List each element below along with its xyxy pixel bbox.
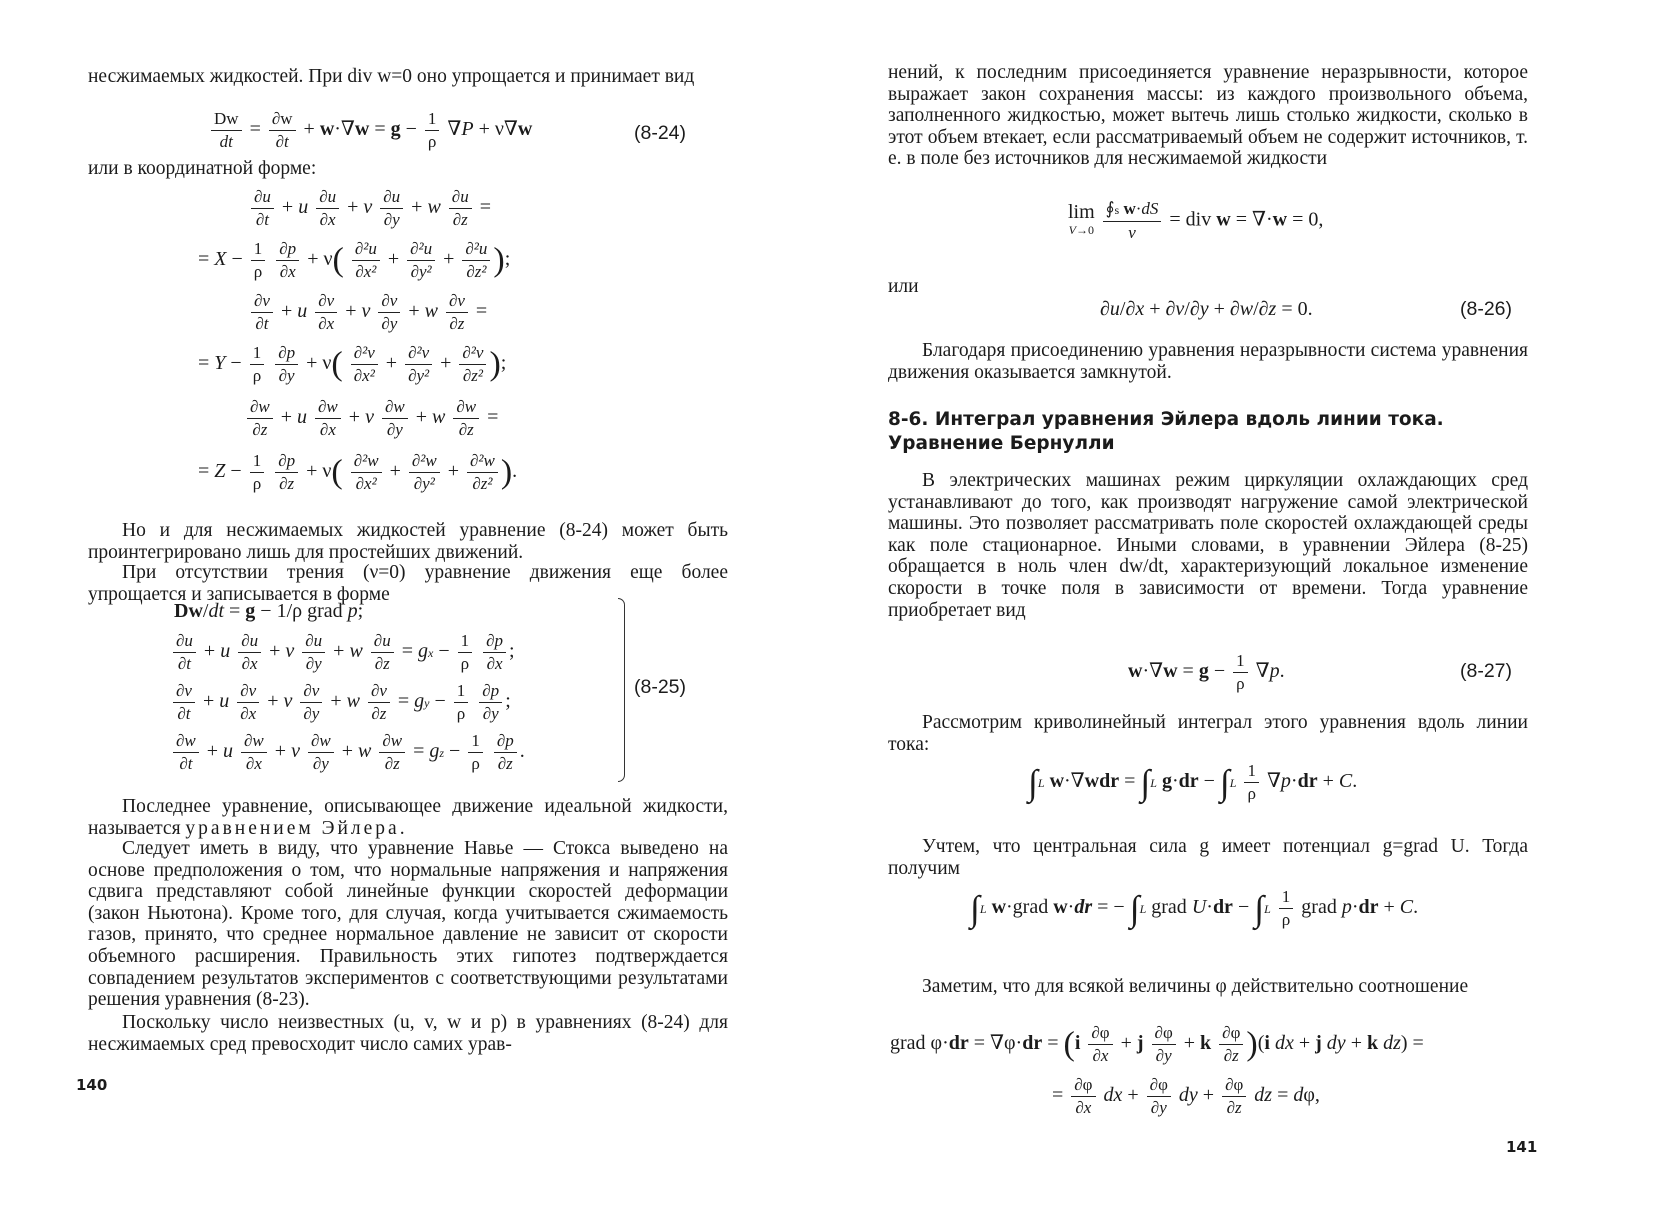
left-paragraph-1: несжимаемых жидкостей. При div w=0 оно упрощается и принимает вид bbox=[88, 66, 695, 87]
right-paragraph-or: или bbox=[888, 276, 919, 297]
right-paragraph-6: Заметим, что для всякой величины φ действительно соотношение bbox=[922, 976, 1469, 997]
equation-8-25-row3: $\frac{\partial w}{\partial t}$ + u $\frac{\partial w}{\partial x}$ + v $\frac{\partial w}{\partial y}$ + w $\frac{\partial w}{\partial z}$ = gz − $\frac{1}{\rho}$ $\frac{\partial p}{\partial z}$ . bbox=[170, 732, 525, 773]
equation-8-25-row1: $\frac{\partial u}{\partial t}$ + u $\frac{\partial u}{\partial x}$ + v $\frac{\partial u}{\partial y}$ + w $\frac{\partial u}{\partial z}$ = gx − $\frac{1}{\rho}$ $\frac{\partial p}{\partial x}$ ; bbox=[170, 632, 515, 673]
equation-number-8-26: (8-26) bbox=[1460, 298, 1513, 320]
right-paragraph-5: Учтем, что центральная сила g имеет потенциал g=grad U. Тогда получим bbox=[888, 836, 1528, 879]
equation-v-row2: = Y − $\frac{1}{\rho}$ $\frac{\partial p}{\partial y}$ + ν( $\frac{\text{∂²v}}{\text{∂x²}}$ + $\frac{\text{∂²v}}{\text{∂y²}}$ + $\frac{\text{∂²v}}{\text{∂z²}}$ ); bbox=[198, 343, 507, 385]
equation-v-row1: $\frac{\partial v}{\partial t}$ + u $\frac{\partial v}{\partial x}$ + v $\frac{\partial v}{\partial y}$ + w $\frac{\partial v}{\partial z}$ = bbox=[248, 292, 487, 333]
equation-gradient-row2: = $\frac{\partial\varphi}{\partial x}$ dx + $\frac{\partial\varphi}{\partial y}$ dy + $\frac{\partial\varphi}{\partial z}$ dz = dφ, bbox=[1052, 1075, 1320, 1117]
equation-number-8-27: (8-27) bbox=[1460, 660, 1513, 682]
right-page bbox=[888, 0, 1538, 1220]
equation-gradient-row1: grad φ·dr = ∇φ·dr = (i $\frac{\partial\varphi}{\partial x}$ + j $\frac{\partial\varphi}{\partial y}$ + k $\frac{\partial\varphi}{\partial z}$ )(i dx + j dy + k dz) = bbox=[890, 1023, 1424, 1065]
section-title-line-1: 8-6. Интеграл уравнения Эйлера вдоль линии тока. bbox=[888, 409, 1444, 430]
left-paragraph-2: Но и для несжимаемых жидкостей уравнение (8-24) может быть проинтегрировано лишь для простейших движений. bbox=[88, 520, 728, 563]
euler-equation-term: уравнением Эйлера bbox=[185, 817, 400, 839]
equation-brace bbox=[618, 598, 625, 782]
left-paragraph-coord: или в координатной форме: bbox=[88, 158, 317, 179]
equation-continuity-limit: lim V→0 $\frac{\text{∮s w·dS}}{v}$ = div w = ∇·w = 0, bbox=[1068, 199, 1324, 242]
equation-8-25-row2: $\frac{\partial v}{\partial t}$ + u $\frac{\partial v}{\partial x}$ + v $\frac{\partial v}{\partial y}$ + w $\frac{\partial v}{\partial z}$ = gy − $\frac{1}{\rho}$ $\frac{\partial p}{\partial y}$ ; bbox=[170, 682, 511, 723]
section-title-line-2: Уравнение Бернулли bbox=[888, 433, 1115, 454]
equation-w-row2: = Z − $\frac{1}{\rho}$ $\frac{\partial p}{\partial z}$ + ν( $\frac{\text{∂²w}}{\text{∂x²}}$ + $\frac{\text{∂²w}}{\text{∂y²}}$ + $\frac{\text{∂²w}}{\text{∂z²}}$ ). bbox=[198, 451, 518, 493]
equation-line-integral-2: ∫L w·grad w·dr = − ∫L grad U·dr − ∫L $\frac{1}{\rho}$ grad p·dr + C. bbox=[970, 887, 1419, 929]
equation-8-25-row0: Dw/dt = g − 1/ρ grad p; bbox=[174, 600, 364, 622]
left-page-number: 140 bbox=[76, 1076, 108, 1094]
right-paragraph-4: Рассмотрим криволинейный интеграл этого уравнения вдоль линии тока: bbox=[888, 712, 1528, 755]
left-paragraph-5: Следует иметь в виду, что уравнение Навье — Стокса выведено на основе предположения о том, что нормальные напряжения и напряжения сдвига представляют собой линейные функции скоростей деформации (закон Ньютона). Кроме того, для случая, когда учитывается сжимаемость газов, принято, что среднее нормальное давление не зависит от скорости объемного расширения. Правильность этих гипотез подтверждается совпадением результатов экспериментов с соответствующими результатами решения уравнения (8-23). bbox=[88, 838, 728, 1011]
equation-8-26: ∂u/∂x + ∂v/∂y + ∂w/∂z = 0. bbox=[1100, 298, 1313, 320]
equation-number-8-25: (8-25) bbox=[634, 676, 687, 698]
equation-8-24: $\frac{Dw}{dt}$ = $\frac{\partial w}{\partial t}$ + w·∇w = g − $\frac{1}{\rho}$ ∇P + ν∇w bbox=[208, 110, 532, 151]
right-paragraph-2: Благодаря присоединению уравнения неразрывности система уравнения движения оказывается замкнутой. bbox=[888, 340, 1528, 383]
equation-u-row2: = X − $\frac{1}{\rho}$ $\frac{\partial p}{\partial x}$ + ν( $\frac{\text{∂²u}}{\text{∂x²}}$ + $\frac{\text{∂²u}}{\text{∂y²}}$ + $\frac{\text{∂²u}}{\text{∂z²}}$ ); bbox=[198, 239, 511, 281]
equation-u-row1: $\frac{\partial u}{\partial t}$ + u $\frac{\partial u}{\partial x}$ + v $\frac{\partial u}{\partial y}$ + w $\frac{\partial u}{\partial z}$ = bbox=[248, 188, 491, 229]
equation-line-integral-1: ∫L w·∇wdr = ∫L g·dr − ∫L $\frac{1}{\rho}$ ∇p·dr + C. bbox=[1028, 761, 1358, 803]
left-paragraph-6: Поскольку число неизвестных (u, v, w и p) в уравнениях (8-24) для несжимаемых сред превосходит число самих урав- bbox=[88, 1012, 728, 1055]
right-paragraph-1: нений, к последним присоединяется уравнение неразрывности, которое выражает закон сохранения массы: из каждого произвольного объема, заполненного жидкостью, может вытечь лишь столько жидкости, сколько в этот объем втекает, если рассматриваемый объем не содержит источников, т. е. в поле без источников для несжимаемой жидкости bbox=[888, 62, 1528, 170]
left-page bbox=[78, 0, 738, 1220]
right-paragraph-3: В электрических машинах режим циркуляции охлаждающих сред устанавливают до того, как производят нагружение самой электрической машины. Это позволяет рассматривать поле скоростей охлаждающей среды как поле стационарное. Иными словами, в уравнении Эйлера (8-25) обращается в ноль член dw/dt, характеризующий локальное изменение скорости в точке поля в зависимости от времени. Тогда уравнение приобретает вид bbox=[888, 470, 1528, 621]
left-paragraph-4: Последнее уравнение, описывающее движение идеальной жидкости, называется уравнением Эйлера. bbox=[88, 796, 728, 839]
equation-8-27: w·∇w = g − $\frac{1}{\rho}$ ∇p. bbox=[1128, 651, 1285, 693]
right-page-number: 141 bbox=[1506, 1138, 1538, 1156]
equation-number-8-24: (8-24) bbox=[634, 122, 687, 144]
equation-w-row1: $\frac{\partial w}{\partial z}$ + u $\frac{\partial w}{\partial x}$ + v $\frac{\partial w}{\partial y}$ + w $\frac{\partial w}{\partial z}$ = bbox=[244, 398, 498, 439]
left-paragraph-3: При отсутствии трения (ν=0) уравнение движения еще более упрощается и записывается в форме bbox=[88, 562, 728, 605]
